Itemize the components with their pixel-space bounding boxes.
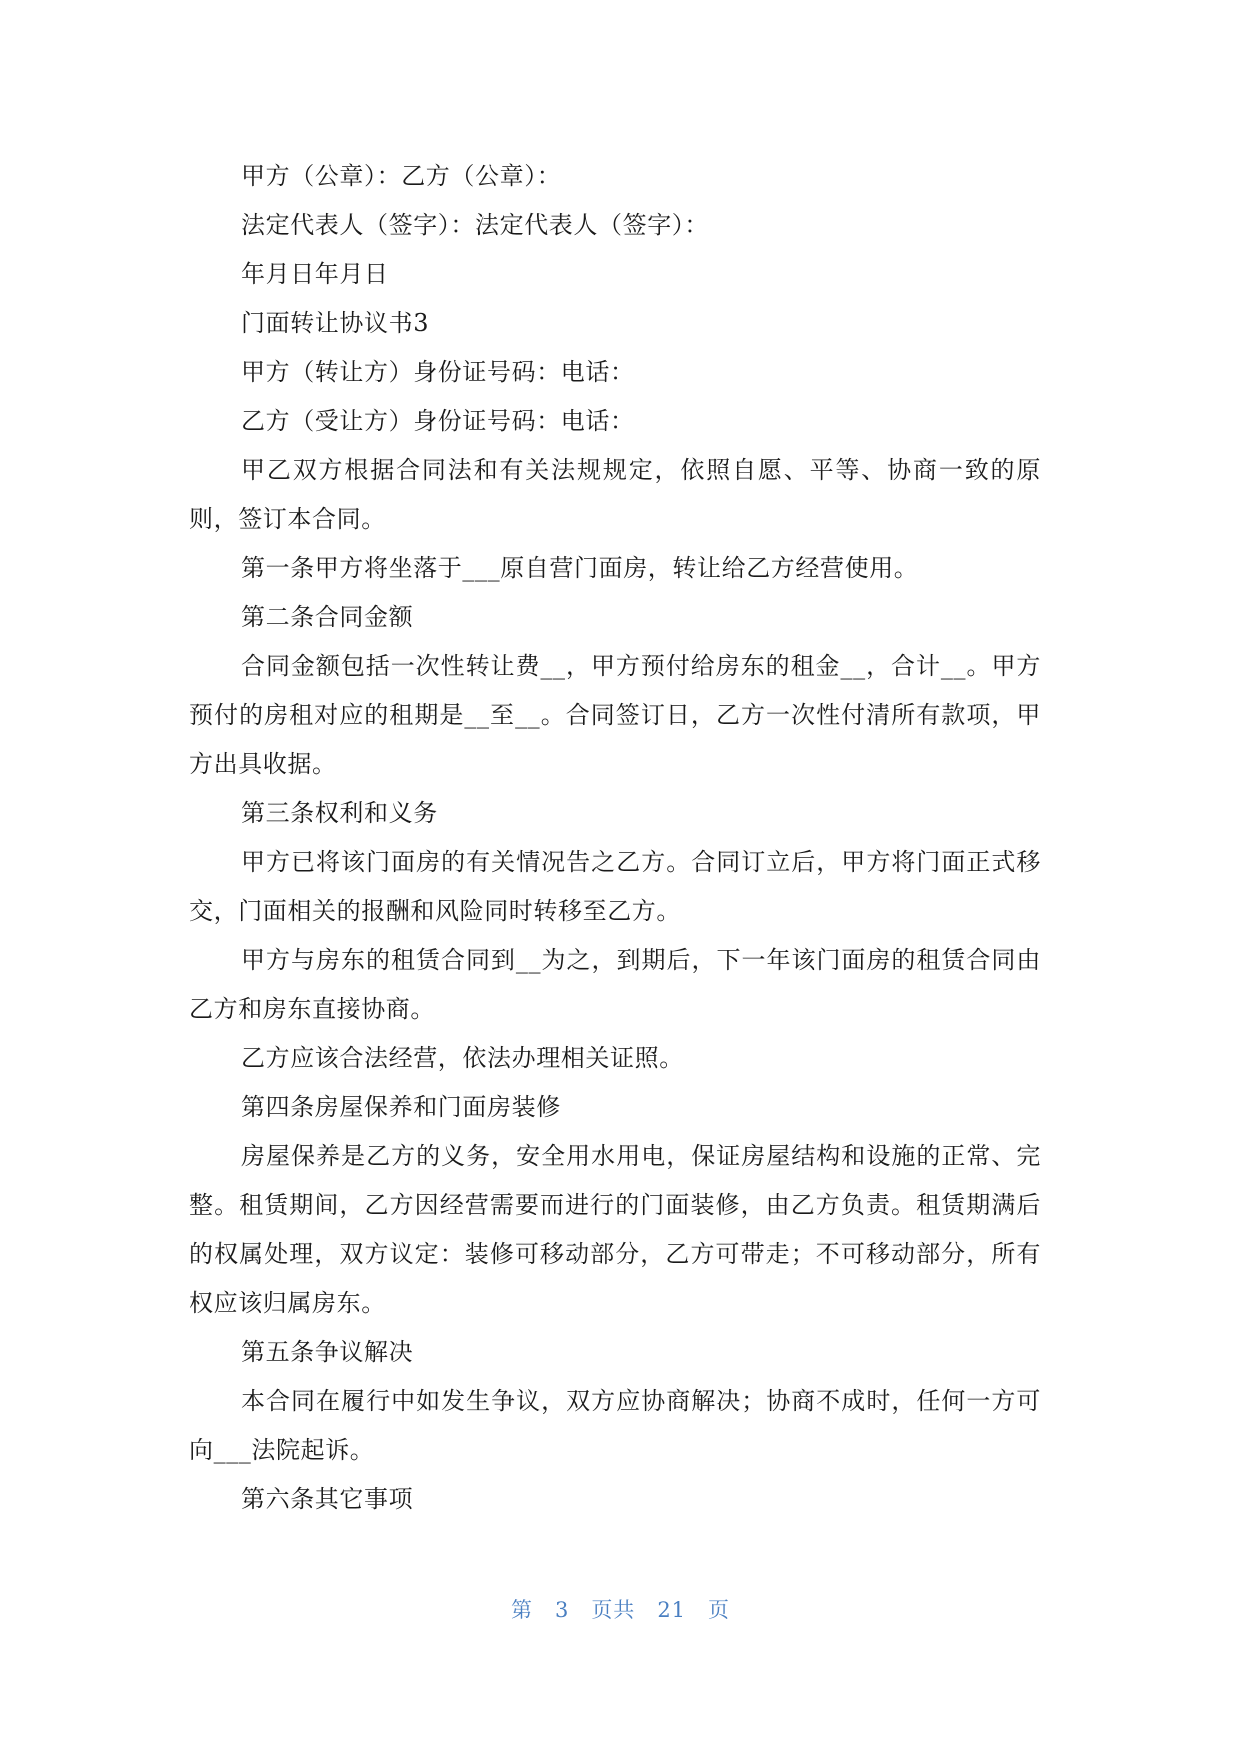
footer-current-page: 3 xyxy=(554,1598,570,1622)
document-title: 门面转让协议书3 xyxy=(241,309,430,337)
clause-2-body: 合同金额包括一次性转让费__，甲方预付给房东的租金__，合计__。甲方预付的房租对应的租期是__至__。合同签订日，乙方一次性付清所有款项，甲方出具收据。 xyxy=(189,652,1041,778)
paragraph-party-b: 乙方（受让方）身份证号码：电话： xyxy=(241,407,635,435)
footer-middle: 页共 xyxy=(591,1598,636,1622)
footer-total-pages: 21 xyxy=(657,1598,687,1622)
clause-4-heading: 第四条房屋保养和门面房装修 xyxy=(241,1093,561,1121)
clause-5-heading: 第五条争议解决 xyxy=(241,1338,414,1366)
paragraph-signature-date: 年月日年月日 xyxy=(241,260,389,288)
document-body xyxy=(189,152,1041,1524)
clause-5-body: 本合同在履行中如发生争议，双方应协商解决；协商不成时，任何一方可向___法院起诉。 xyxy=(189,1387,1041,1464)
clause-2-heading: 第二条合同金额 xyxy=(241,603,414,631)
clause-3-body-2: 甲方与房东的租赁合同到__为之，到期后，下一年该门面房的租赁合同由乙方和房东直接协商。 xyxy=(189,946,1041,1023)
paragraph-party-a: 甲方（转让方）身份证号码：电话： xyxy=(241,358,635,386)
footer-suffix: 页 xyxy=(708,1598,731,1622)
clause-3-body-3: 乙方应该合法经营，依法办理相关证照。 xyxy=(241,1044,684,1072)
clause-4-body: 房屋保养是乙方的义务，安全用水用电，保证房屋结构和设施的正常、完整。租赁期间，乙方因经营需要而进行的门面装修，由乙方负责。租赁期满后的权属处理，双方议定：装修可移动部分，乙方可带走；不可移动部分，所有权应该归属房东。 xyxy=(189,1142,1041,1317)
clause-6-heading: 第六条其它事项 xyxy=(241,1485,414,1513)
clause-1: 第一条甲方将坐落于___原自营门面房，转让给乙方经营使用。 xyxy=(241,554,919,582)
clause-3-heading: 第三条权利和义务 xyxy=(241,799,438,827)
footer-prefix: 第 xyxy=(510,1598,533,1622)
paragraph-signature-seal: 甲方（公章）：乙方（公章）： xyxy=(241,162,562,190)
page-number-footer xyxy=(0,1594,1241,1624)
paragraph-preamble: 甲乙双方根据合同法和有关法规规定，依照自愿、平等、协商一致的原则，签订本合同。 xyxy=(189,456,1041,533)
paragraph-signature-representative: 法定代表人（签字）：法定代表人（签字）： xyxy=(241,211,709,239)
clause-3-body-1: 甲方已将该门面房的有关情况告之乙方。合同订立后，甲方将门面正式移交，门面相关的报酬和风险同时转移至乙方。 xyxy=(189,848,1041,925)
